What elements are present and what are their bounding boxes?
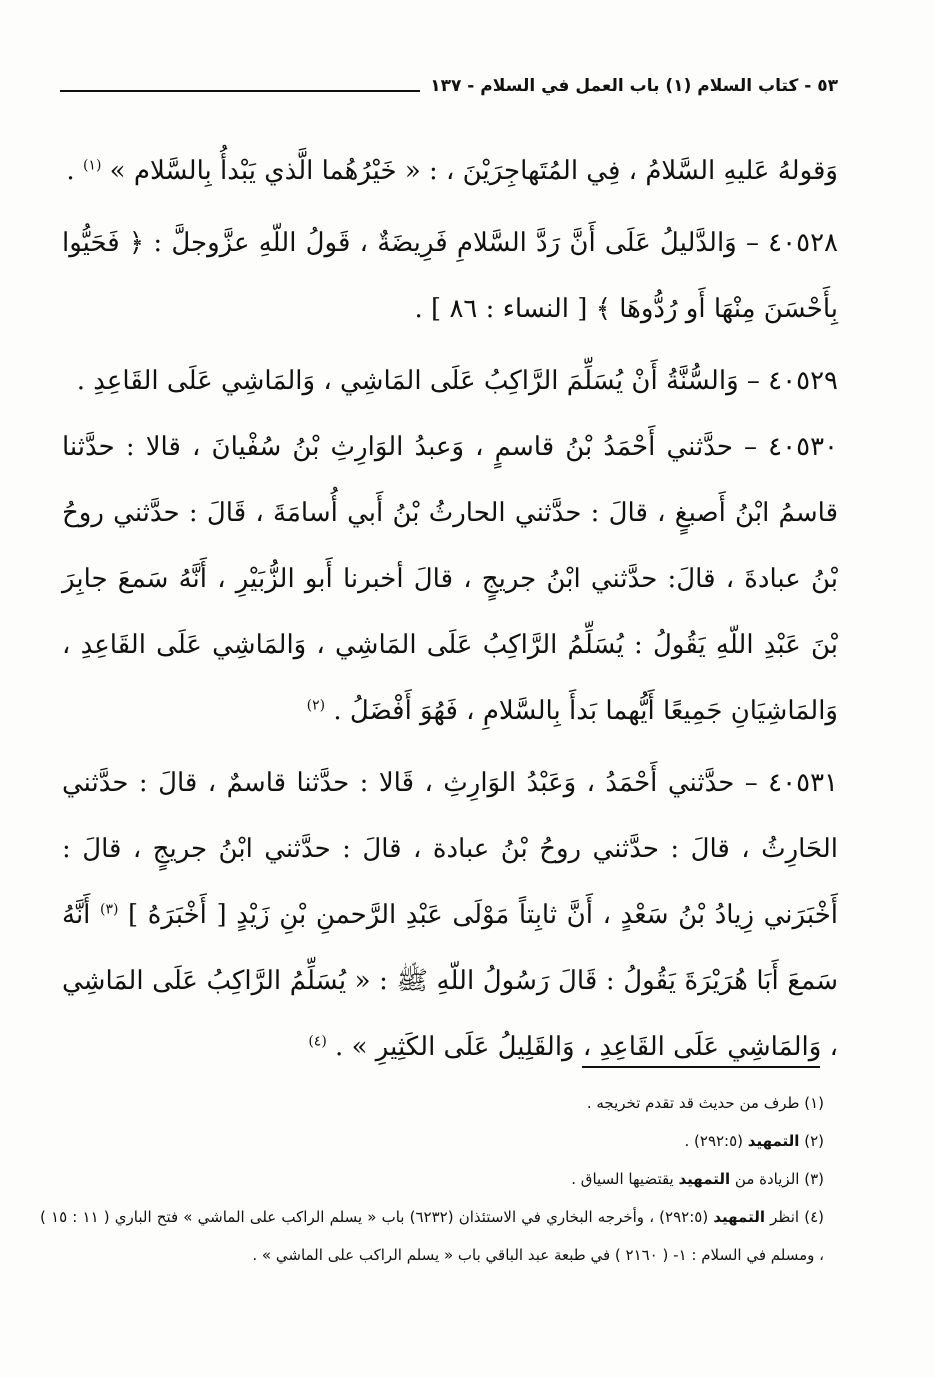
footnote-number: (٢) (799, 1132, 824, 1150)
source-title: التمهيد (747, 1132, 800, 1150)
paragraph-text-end: . (66, 156, 83, 186)
paragraph-number: ٤٠٥٣١ (768, 768, 838, 798)
paragraph-4528 (62, 210, 838, 342)
paragraph-text: وَقولهُ عَليهِ السَّلامُ ، فِي المُتَهاجِرَيْنَ ، : « خَيْرُهُما الَّذي يَبْدأُ بِالسَّلام » (109, 156, 838, 186)
source-title: التمهيد (713, 1208, 765, 1226)
paragraph-number: ٤٠٥٢٩ (768, 366, 838, 396)
footnote-4 (40, 1198, 824, 1274)
footnote-separator (582, 1066, 820, 1068)
footnote-text: (٤) انظر (765, 1208, 825, 1226)
paragraph-4529 (62, 348, 838, 414)
paragraph-text: – وَالسُّنَّةُ أَنْ يُسَلِّمَ الرَّاكِبُ عَلَى المَاشِي ، وَالمَاشِي عَلَى القَاعِدِ . (76, 366, 769, 396)
running-header (60, 62, 838, 96)
footnote-3 (40, 1160, 824, 1198)
footnotes (40, 1084, 824, 1274)
footnote-text: (٣) الزيادة من (730, 1170, 824, 1188)
paragraph-text-cont: أَنَّهُ سَمعَ أَبَا هُرَيْرَةَ يَقُولُ : قَالَ رَسُولُ اللّهِ ﷺ : « يُسَلِّمُ الرَّاكِبُ عَلَى المَاشِي ، وَالمَاشِي عَلَى القَاعِدِ ، وَالقَلِيلُ عَلَى الكَثِيرِ » . (62, 900, 838, 1062)
footnote-ref: (٢) (306, 697, 326, 714)
paragraph-text: – حدَّثني أَحْمَدُ بْنُ قاسمٍ ، وَعبدُ الوَارِثِ بْنُ سُفْيانَ ، قالا : حدَّثنا قاسمُ ابْنُ أَصبغٍ ، قالَ : حدَّثني الحارثُ بْنُ أَبي أُسامَةَ ، قَالَ : حدَّثني روحُ بْنُ عبادةَ ، قالَ: حدَّثني ابْنُ جريجٍ ، قالَ أخبرنا أَبو الزُّبَيْرِ ، أَنَّهُ سَمعَ جابِرَ بْنَ عَبْدِ اللّهِ يَقُولُ : يُسَلِّمُ الرَّاكِبُ عَلَى المَاشِي ، وَالمَاشِي عَلَى القَاعِدِ ، وَالمَاشِيَانِ جَمِيعًا أَيُّهما بَدأَ بِالسَّلامِ ، فَهُوَ أَفْضَلُ . (62, 432, 838, 726)
paragraph-text: – حدَّثني أَحْمَدُ ، وَعَبْدُ الوَارِثِ ، قَالا : حدَّثنا قاسمٌ ، قالَ : حدَّثني الحَارِثُ ، قالَ : حدَّثني روحُ بْنُ عبادة ، قالَ : حدَّثني ابْنُ جريجٍ ، قالَ : أَخْبَرَني زِيادُ بْنُ سَعْدٍ ، أَنَّ ثابِتاً مَوْلَى عَبْدِ الرَّحمنِ بْنِ زَيْدٍ [ أَخْبَرَهُ ] (62, 768, 838, 930)
footnote-2 (40, 1122, 824, 1160)
paragraph-number: ٤٠٥٣٠ (768, 432, 838, 462)
source-title: التمهيد (678, 1170, 731, 1188)
footnote-text: يقتضيها السياق . (571, 1170, 679, 1188)
footnote-text: (٢٩٢:٥) ، وأخرجه البخاري في الاستئذان (٦٢٣٢) باب « يسلم الراكب على الماشي » فتح الباري ( ١١ : ١٥ ) ، ومسلم في السلام : ١- ( ٢١٦٠ ) في طبعة عبد الباقي باب « يسلم الراكب على الماشي » . (40, 1208, 824, 1264)
paragraph-text: – وَالدَّليلُ عَلَى أَنَّ رَدَّ السَّلامِ فَرِيضَةٌ ، قَولُ اللّهِ عزَّوجلَّ : ﴿ فَحَيُّوا بِأَحْسَنَ مِنْهَا أَو رُدُّوهَا ﴾ [ النساء : ٨٦ ] . (62, 228, 838, 324)
paragraph-number: ٤٠٥٢٨ (768, 228, 838, 258)
footnote-ref: (١) (82, 157, 102, 174)
footnote-ref: (٤) (308, 1033, 327, 1050)
main-text (62, 138, 838, 1080)
footnote-1: (١) طرف من حديث قد تقدم تخريجه . (586, 1094, 824, 1112)
footnote-text: (٢٩٢:٥) . (684, 1132, 748, 1150)
paragraph-4531 (62, 750, 838, 1080)
running-title: ٥٣ - كتاب السلام (١) باب العمل في السلام - ١٣٧ (430, 76, 838, 96)
header-rule (60, 90, 420, 92)
paragraph-4530 (62, 414, 838, 744)
paragraph-intro (62, 138, 838, 204)
footnote-ref: (٣) (99, 901, 119, 918)
